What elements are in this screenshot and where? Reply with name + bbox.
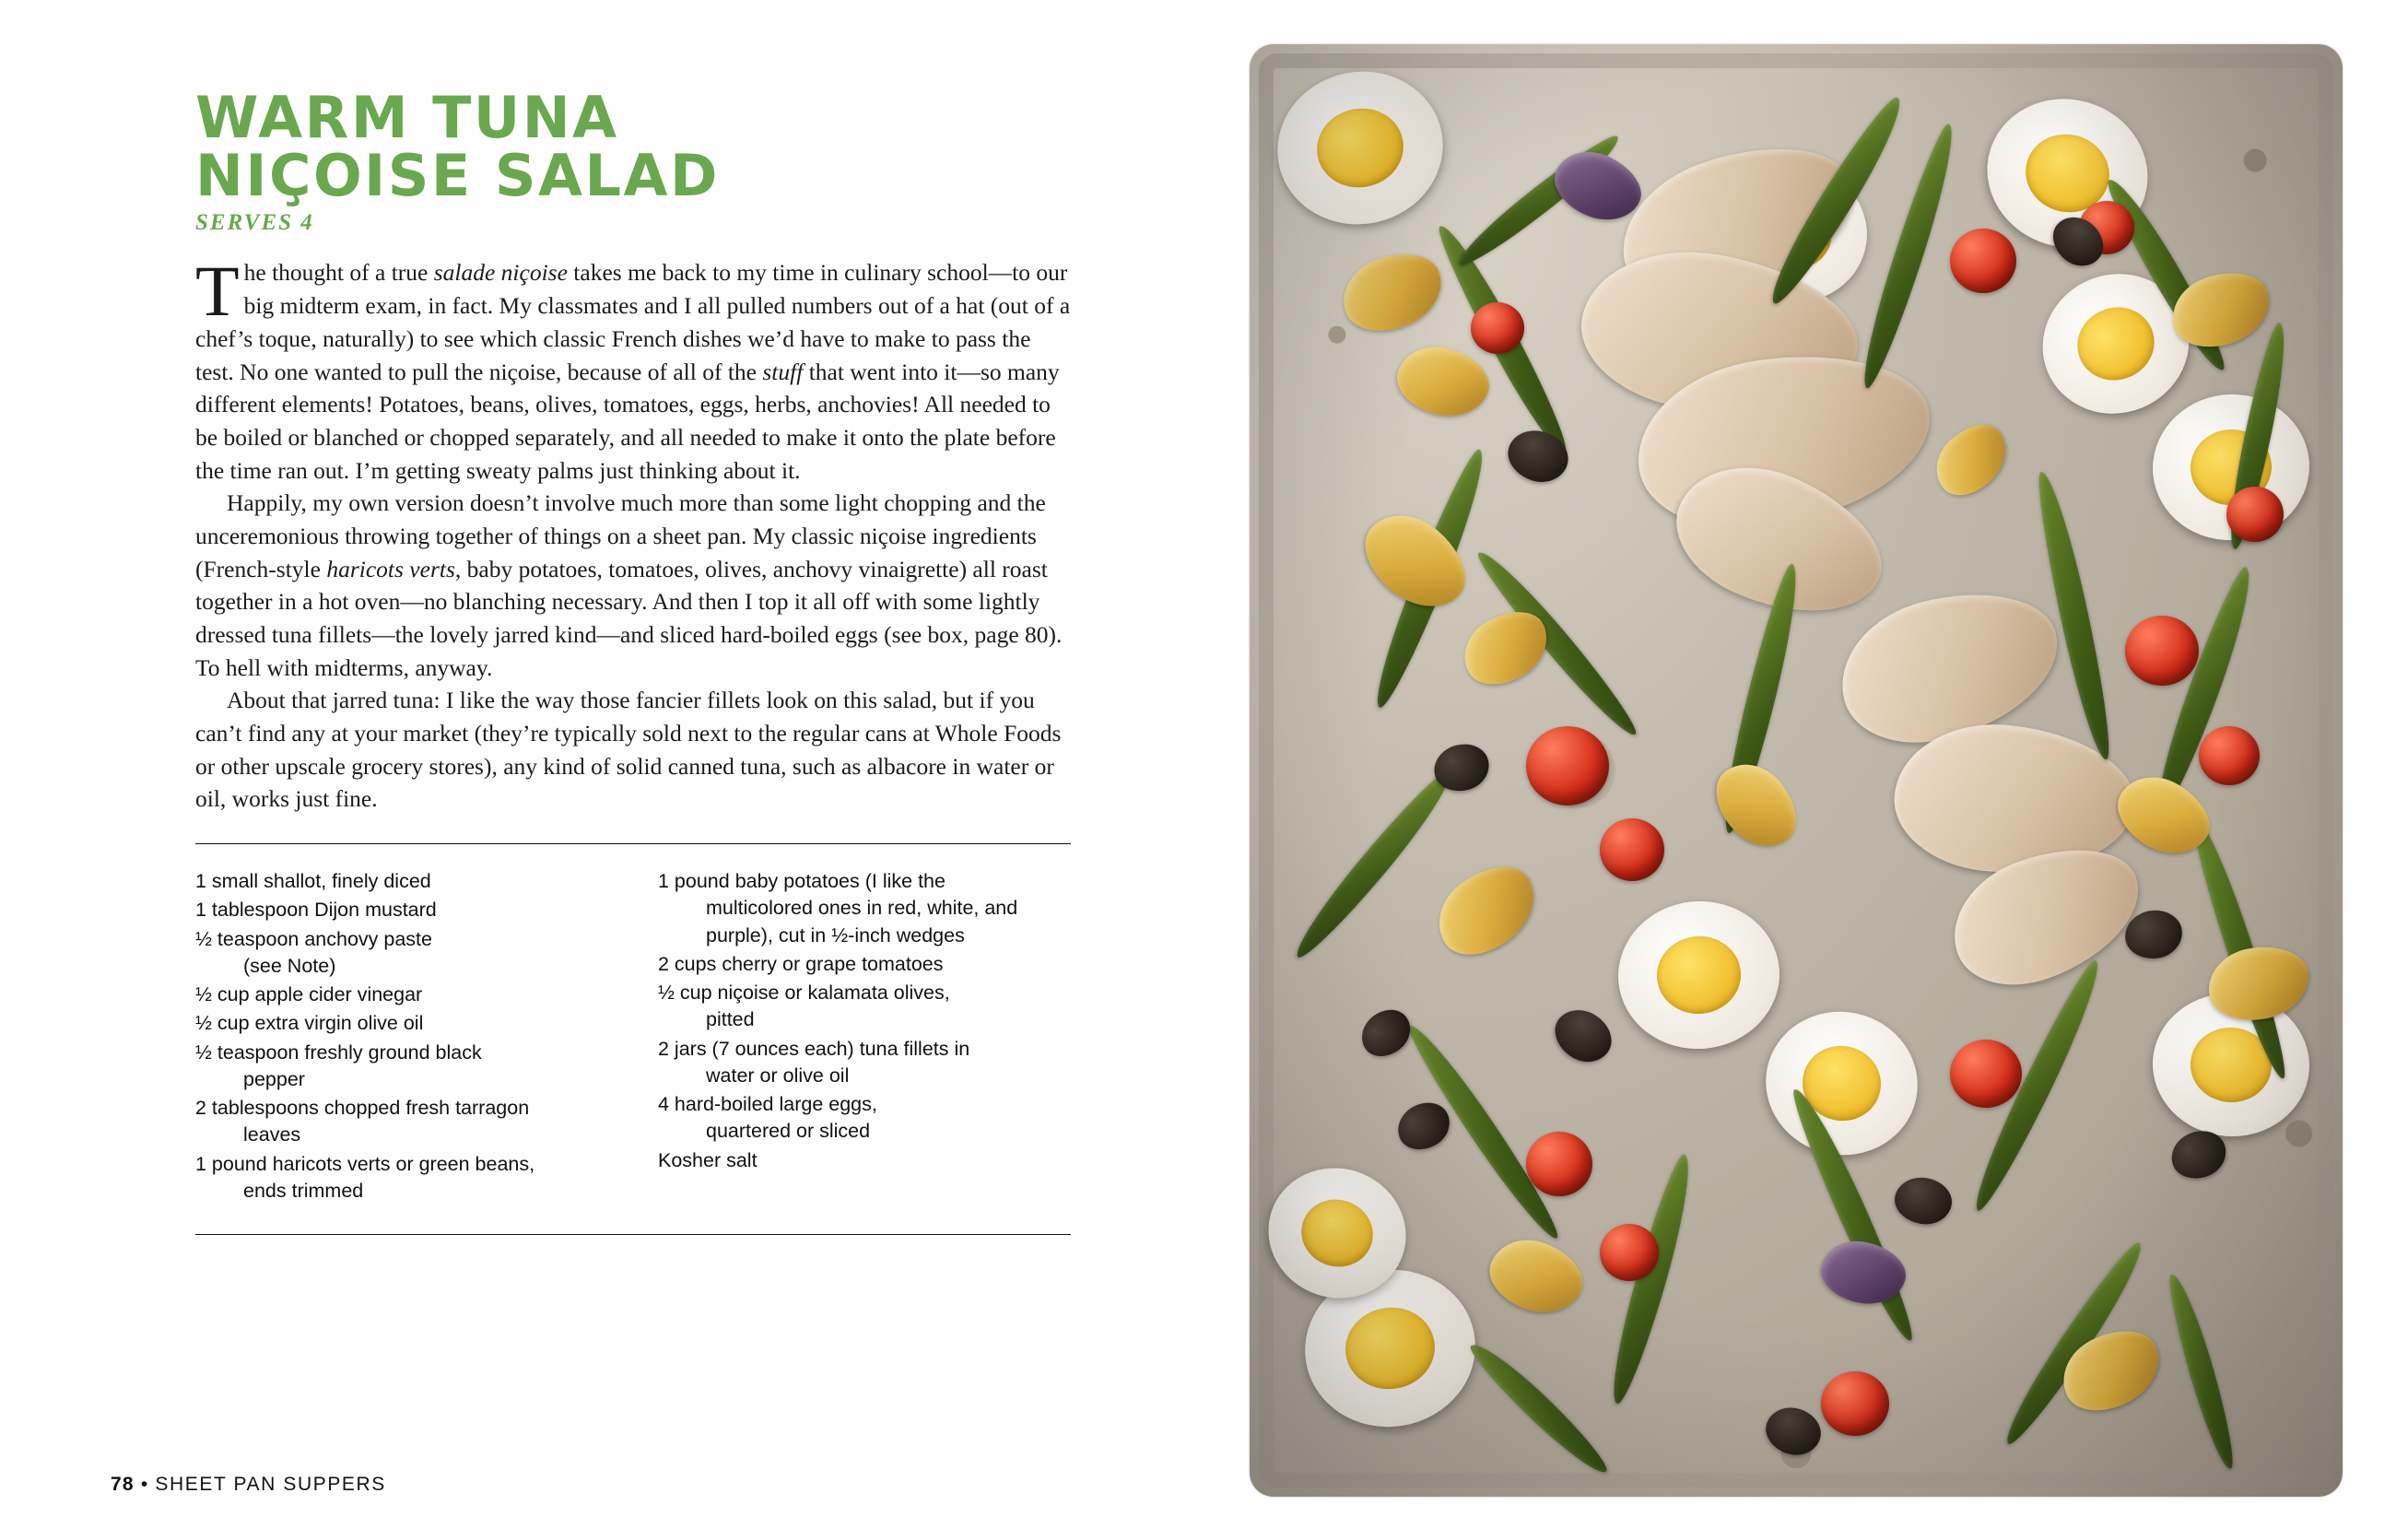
ingredient-text: ½ cup apple cider vinegar [195,983,423,1006]
ingredient-continuation: multicolored ones in red, white, and purple), cut in ½-inch wedges [706,897,1018,946]
ingredient-text: 2 jars (7 ounces each) tuna fillets in [658,1037,970,1060]
ingredient-text: 1 small shallot, finely diced [195,870,431,893]
recipe-text-column [195,84,1071,1452]
recipe-headnote [195,251,1071,816]
recipe-photo [1250,44,2343,1497]
egg-yolk [1293,1190,1382,1275]
divider-top [195,843,1071,844]
ingredient-continuation: pitted [706,1008,755,1031]
page-title [195,84,1071,210]
egg-yolk [1340,1301,1440,1395]
divider-bottom [195,1234,1071,1235]
ingredient-text: 2 cups cherry or grape tomatoes [658,952,944,975]
ingredient-text: 1 tablespoon Dijon mustard [195,899,437,922]
list-item [658,980,1071,1033]
cherry-tomato [1950,229,2016,293]
recipe-title-line-2: NIÇOISE SALAD [195,142,720,210]
list-item [658,1091,1071,1145]
page-footer [111,1474,386,1496]
list-item [195,1095,608,1148]
ingredient-text: 2 tablespoons chopped fresh tarragon [195,1097,530,1120]
ingredient-text: ½ teaspoon anchovy paste [195,927,432,950]
cherry-tomato [2125,616,2199,686]
list-item [195,1151,608,1205]
ingredient-continuation: quartered or sliced [706,1120,871,1143]
book-title: SHEET PAN SUPPERS [155,1474,386,1495]
list-item [195,1010,608,1037]
ingredients-column-left [195,868,608,1206]
list-item [658,868,1071,949]
cherry-tomato [2226,487,2284,542]
cherry-tomato [1950,1040,2022,1108]
list-item [195,868,608,895]
ingredient-text: 1 pound haricots verts or green beans, [195,1152,535,1175]
list-item [195,897,608,923]
headnote-paragraph-3: About that jarred tuna: I like the way those fancier fillets look on this salad, but if you can’t find any at your market (they’re typically sold next to the regular cans at Whole Foods or other upscale grocery stores), any kind of solid canned tuna, such as albacore in water or oil, works just fine. [195,687,1062,813]
ingredient-text: Kosher salt [658,1148,758,1171]
egg-yolk [2067,296,2165,391]
ingredient-continuation: water or olive oil [706,1064,850,1087]
page-number: 78 [111,1474,135,1495]
headnote-paragraph-1-text: he thought of a true salade niçoise takes me back to my time in culinary school—to our big midterm exam, in fact. My classmates and I all pulled numbers out of a hat (out of a chef’s toque, naturally) to see which classic French dishes we’d have to make to pass the test. No one wanted to pull the niçoise, because of all of the stuff that went into it—so many different elements! Potatoes, beans, olives, tomatoes, eggs, herbs, anchovies! All needed to be boiled or blanched or chopped separately, and all needed to make it onto the plate before the time ran out. I’m getting sweaty palms just thinking about it. [195,259,1071,484]
list-item [195,926,608,980]
ingredient-text: 4 hard-boiled large eggs, [658,1093,877,1116]
ingredient-text: ½ teaspoon freshly ground black [195,1040,482,1064]
footer-separator: • [140,1474,149,1495]
ingredient-text: ½ cup niçoise or kalamata olives, [658,982,950,1005]
list-item [195,982,608,1008]
recipe-title-line-1: WARM TUNA [195,84,619,151]
cherry-tomato [1526,726,1609,805]
cherry-tomato [1821,1371,1889,1436]
serves-label: SERVES 4 [195,210,314,236]
headnote-paragraph-1 [195,251,1071,487]
cherry-tomato [1600,1224,1659,1281]
headnote-paragraph-2: Happily, my own version doesn’t involve much more than some light chopping and the unceremonious throwing together of things on a sheet pan. My classic niçoise ingredients (French-style haricots verts, baby potatoes, tomatoes, olives, anchovy vinaigrette) all roast together in a hot oven—no blanching necessary. And then I top it all off with some lightly dressed tuna fillets—the lovely jarred kind—and sliced hard-boiled eggs (see box, page 80). To hell with midterms, anyway. [195,489,1063,681]
ingredient-continuation: pepper [243,1067,305,1090]
cherry-tomato [1471,302,1524,354]
cherry-tomato [1600,818,1664,881]
ingredient-text: 1 pound baby potatoes (I like the [658,870,945,893]
ingredients-list [195,868,1071,1206]
list-item [658,951,1071,978]
list-item [658,1036,1071,1089]
ingredient-continuation: leaves [243,1123,301,1146]
ingredient-text: ½ cup extra virgin olive oil [195,1012,424,1035]
ingredients-column-right [658,868,1071,1206]
ingredient-continuation: ends trimmed [243,1179,364,1202]
list-item [195,1040,608,1093]
drop-cap: T [195,251,240,332]
ingredient-continuation: (see Note) [243,954,336,977]
list-item [658,1147,1071,1174]
cherry-tomato [2199,726,2260,785]
egg-yolk [1310,100,1410,195]
cherry-tomato [1526,1132,1592,1196]
egg-yolk [1654,934,1744,1017]
